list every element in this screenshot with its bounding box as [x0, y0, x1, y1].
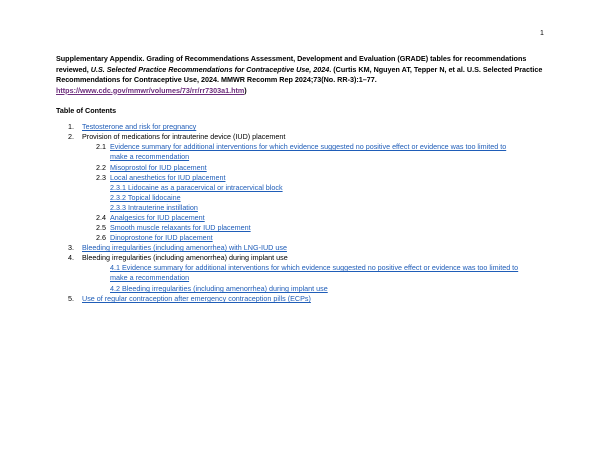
- toc-link-intrauterine-instillation[interactable]: 2.3.3 Intrauterine instillation: [110, 203, 198, 212]
- toc-num-1: 1.: [68, 122, 74, 131]
- header-line-1: Supplementary Appendix. Grading of Recommendations Assessment, Development and Evaluation (GRADE) tables for recommendations: [56, 54, 527, 63]
- toc-num-2-3: 2.3: [96, 173, 106, 182]
- toc-link-evidence-summary-implant[interactable]: 4.1 Evidence summary for additional interventions for which evidence suggested no positive effect or evidence was too limited to: [110, 263, 519, 272]
- toc-link-analgesics[interactable]: Analgesics for IUD placement: [110, 213, 205, 222]
- toc-link-lidocaine-block[interactable]: 2.3.1 Lidocaine as a paracervical or intracervical block: [110, 183, 283, 192]
- toc-link-implant-bleeding[interactable]: 4.2 Bleeding irregularities (including amenorrhea) during implant use: [110, 284, 328, 293]
- toc-link-ecp-contraception[interactable]: Use of regular contraception after emergency contraception pills (ECPs): [82, 294, 311, 303]
- toc-link-local-anesthetics[interactable]: Local anesthetics for IUD placement: [110, 173, 226, 182]
- page-number: 1: [540, 30, 544, 37]
- toc-num-2-6: 2.6: [96, 233, 106, 242]
- toc-num-2-1: 2.1: [96, 142, 106, 151]
- toc-num-5: 5.: [68, 294, 74, 303]
- toc-link-smooth-muscle-relaxants[interactable]: Smooth muscle relaxants for IUD placement: [110, 223, 251, 232]
- toc-link-misoprostol[interactable]: Misoprostol for IUD placement: [110, 163, 207, 172]
- mmwr-link[interactable]: https://www.cdc.gov/mmwr/volumes/73/rr/rr7303a1.htm: [56, 85, 245, 95]
- toc-item-iud-medications: Provision of medications for intrauterine device (IUD) placement: [82, 132, 286, 141]
- toc-link-lng-iud-bleeding[interactable]: Bleeding irregularities (including amenorrhea) with LNG-IUD use: [82, 243, 287, 252]
- toc-num-2-2: 2.2: [96, 163, 106, 172]
- toc-link-evidence-summary-iud[interactable]: Evidence summary for additional interventions for which evidence suggested no positive effect or evidence was too limited to: [110, 142, 507, 151]
- toc-link-evidence-summary-iud-cont[interactable]: make a recommendation: [110, 152, 190, 161]
- toc-link-testosterone[interactable]: Testosterone and risk for pregnancy: [82, 122, 197, 131]
- link-suffix: ): [244, 85, 247, 95]
- header-line-2-a: reviewed,: [56, 64, 91, 74]
- header-line-3: Recommendations for Contraceptive Use, 2024. MMWR Recomm Rep 2024;73(No. RR-3):1–77.: [56, 75, 377, 84]
- toc-item-implant-bleeding: Bleeding irregularities (including amenorrhea) during implant use: [82, 253, 288, 262]
- toc-num-2: 2.: [68, 132, 74, 141]
- report-title: U.S. Selected Practice Recommendations for Contraceptive Use, 2024: [90, 64, 330, 74]
- toc-num-2-4: 2.4: [96, 213, 106, 222]
- toc-title: Table of Contents: [56, 106, 117, 115]
- toc-link-evidence-summary-implant-cont[interactable]: make a recommendation: [110, 273, 190, 282]
- toc-link-topical-lidocaine[interactable]: 2.3.2 Topical lidocaine: [110, 193, 181, 202]
- toc-num-2-5: 2.5: [96, 223, 106, 232]
- header-line-2-c: . (Curtis KM, Nguyen AT, Tepper N, et al. U.S. Selected Practice: [329, 64, 543, 74]
- toc-num-3: 3.: [68, 243, 74, 252]
- toc-num-4: 4.: [68, 253, 74, 262]
- toc-link-dinoprostone[interactable]: Dinoprostone for IUD placement: [110, 233, 213, 242]
